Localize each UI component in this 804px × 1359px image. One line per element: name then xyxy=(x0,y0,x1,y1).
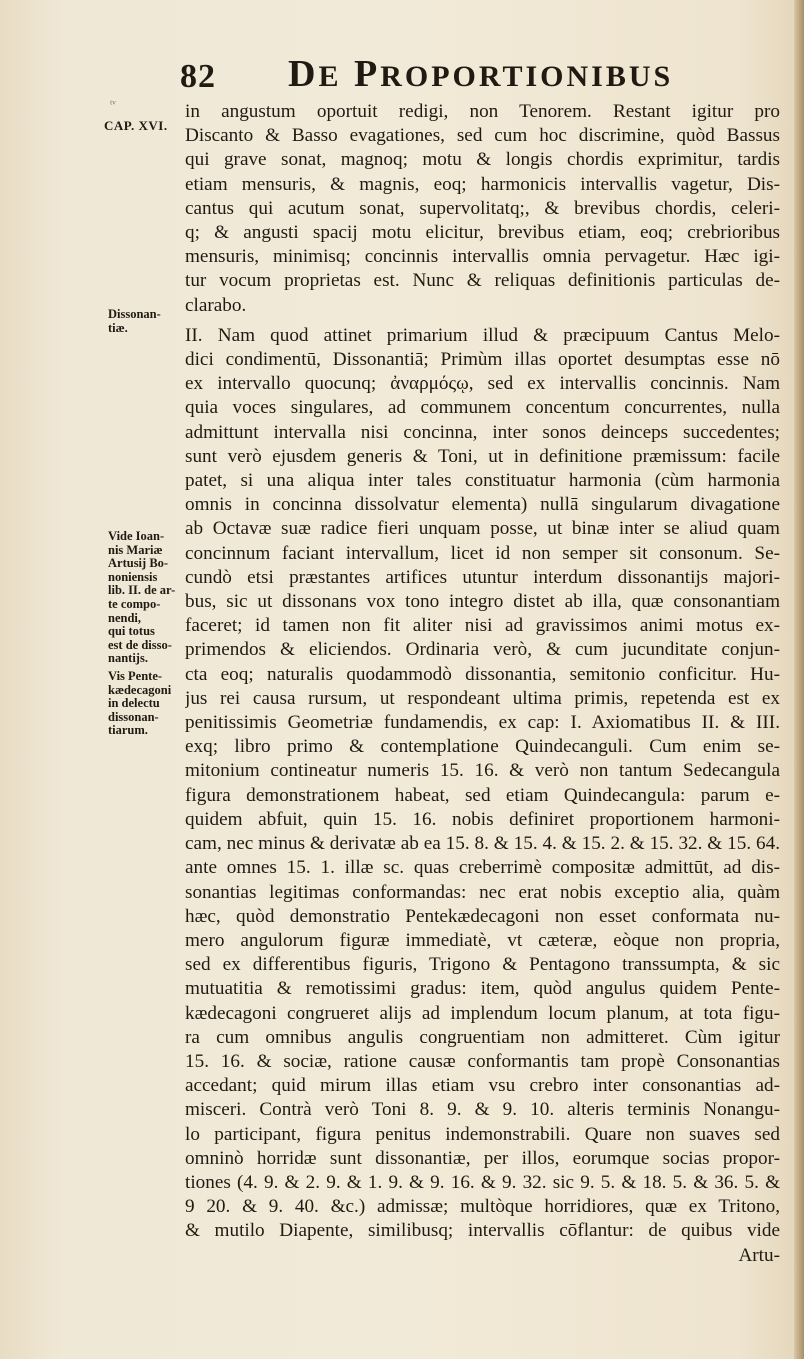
text-line: lo participant, figura penitus indemonstrabili. Quare non suaves sed xyxy=(185,1123,780,1145)
text-line: faceret; id tamen non fit aliter nisi ad gravissimos animi motus ex- xyxy=(185,615,780,637)
text-line: & mutilo Diapente, similibusq; intervallis cōflantur: de quibus vide xyxy=(185,1220,780,1242)
text-line: qui grave sonat, magnoq; motu & longis chordis exprimitur, tardis xyxy=(185,149,780,171)
text-line: Discanto & Basso evagationes, sed cum hoc discrimine, quòd Bassus xyxy=(185,125,780,147)
chapter-label: CAP. XVI. xyxy=(104,118,168,133)
text-line: penitissimis Geometriæ fundamendis, ex cap: I. Axiomatibus II. & III. xyxy=(185,712,780,734)
text-line: cam, nec minus & derivatæ ab ea 15. 8. & 15. 4. & 15. 2. & 15. 32. & 15. 64. xyxy=(185,833,780,855)
page-edge xyxy=(794,0,804,1359)
text-line: exq; libro primo & contemplatione Quindecanguli. Cum enim se- xyxy=(185,736,780,758)
text-line: ra cum omnibus angulis congruentiam non admitteret. Cùm igitur xyxy=(185,1026,780,1048)
text-line: tur vocum proprietas est. Nunc & reliquas definitionis particulas de- xyxy=(185,270,780,292)
text-line: sonantias legitimas conformandas: nec erat nobis exceptio alia, quàm xyxy=(185,881,780,903)
page-number: 82 xyxy=(180,58,216,95)
text-line: tiones (4. 9. & 2. 9. & 1. 9. & 9. 16. & 9. 32. sic 9. 5. & 18. 5. & 36. 5. & xyxy=(185,1171,780,1193)
text-line: quidem abfuit, quin 15. 16. nobis definiret proportionem harmoni- xyxy=(185,808,780,830)
body-text xyxy=(185,100,780,1268)
text-line: omnis in concinna dissolvatur elementa) nullā singularum divagatione xyxy=(185,494,780,516)
text-line: Artu- xyxy=(738,1244,780,1266)
text-line: admittunt intervalla nisi concinna, inter sonos deinceps succedentes; xyxy=(185,421,780,443)
text-line: misceri. Contrà verò Toni 8. 9. & 9. 10. alteris terminis Nonangu- xyxy=(185,1099,780,1121)
text-line: figura demonstrationem habeat, sed etiam Quindecangula: parum e- xyxy=(185,784,780,806)
text-line: primendos & eliciendos. Ordinaria verò, & cum jucunditate conjun- xyxy=(185,639,780,661)
text-line: II. Nam quod attinet primarium illud & præcipuum Cantus Melo- xyxy=(185,324,780,346)
text-line: concinnum faciant intervallum, licet id non semper sit consonum. Se- xyxy=(185,542,780,564)
text-line: etiam mensuris, & magnis, eoq; harmonicis intervallis vagetur, Dis- xyxy=(185,173,780,195)
margin-note-vide: Vide Ioan- nis Mariæ Artusij Bo- noniensis lib. II. de ar- te compo- nendi, qui totus est de disso- nantijs. xyxy=(108,530,176,666)
margin-note-vis: Vis Pente- kædecagoni in delectu dissonan- tiarum. xyxy=(108,670,172,738)
text-line: hæc, quòd demonstratio Pentekædecagoni non esset conformata nu- xyxy=(185,905,780,927)
text-line: sunt verò ejusdem generis & Toni, ut in definitione præmissum: facile xyxy=(185,445,780,467)
text-line: in angustum oportuit redigi, non Tenorem. Restant igitur pro xyxy=(185,101,780,122)
text-line: dici condimentū, Dissonantiā; Primùm illas oportet desumptas esse nō xyxy=(185,349,780,371)
catch-mark: ᵗᵛ xyxy=(110,97,116,111)
text-line: mensuris, minimisq; concinnis intervallis omnia pervagetur. Hæc igi- xyxy=(185,246,780,268)
text-line: bus, sic ut dissonans vox tono integro distet ab illa, quæ consonantiam xyxy=(185,591,780,613)
text-line: cta eoq; naturalis quodammodò dissonantia, semitonio conficitur. Hu- xyxy=(185,663,780,685)
text-line: accedant; quid mirum illas etiam vsu crebro inter consonantias ad- xyxy=(185,1075,780,1097)
page-header xyxy=(180,52,780,102)
text-line: quia voces singulares, ad communem concentum concurrentes, nulla xyxy=(185,397,780,419)
text-line: cundò etsi præstantes artifices utuntur interdum dissonantijs majori- xyxy=(185,566,780,588)
margin-note-dissonantiae: Dissonan- tiæ. xyxy=(108,308,161,335)
text-line: mero angulorum figuræ immediatè, vt cæteræ, eòque non propria, xyxy=(185,929,780,951)
text-line: patet, si una aliqua inter tales constituatur harmonia (cùm harmonia xyxy=(185,470,780,492)
text-line: mutuatitia & remotissimi gradus: item, quòd angulus quidem Pente- xyxy=(185,978,780,1000)
text-line: sed ex differentibus figuris, Trigono & Pentagono transsumpta, & sic xyxy=(185,954,780,976)
text-line: jus rei causa rursum, ut respondeant ultima primis, repetenda est ex xyxy=(185,687,780,709)
text-line: mitonium contineatur numeris 15. 16. & verò non tantum Sedecangula xyxy=(185,760,780,782)
text-line: q; & angusti spacij motu elicitur, brevibus etiam, eoq; crebrioribus xyxy=(185,222,780,244)
text-line: kædecagoni congrueret alijs ad implendum locum planum, at tota figu- xyxy=(185,1002,780,1024)
text-line: 9 20. & 9. 40. &c.) admissæ; multòque horridiores, quæ ex Tritono, xyxy=(185,1196,780,1218)
text-line: clarabo. xyxy=(185,294,247,316)
text-line: ex intervallo quocunq; ἀναρμόςῳ, sed ex intervallis concinnis. Nam xyxy=(185,373,780,395)
text-line: ante omnes 15. 1. illæ sc. quas creberrimè compositæ admittūt, ad dis- xyxy=(185,857,780,879)
running-title: DE PROPORTIONIBUS xyxy=(288,53,674,95)
text-line: omninò horridæ sunt dissonantiæ, per illos, eorumque socias propor- xyxy=(185,1147,780,1169)
text-line: ab Octavæ suæ radice fieri unquam posse, ut binæ inter se aliud quam xyxy=(185,518,780,540)
text-line: 15. 16. & sociæ, ratione causæ conformantis tam propè Consonantias xyxy=(185,1050,780,1072)
text-line: cantus qui acutum sonat, supervolitatq;, & brevibus chordis, celeri- xyxy=(185,197,780,219)
